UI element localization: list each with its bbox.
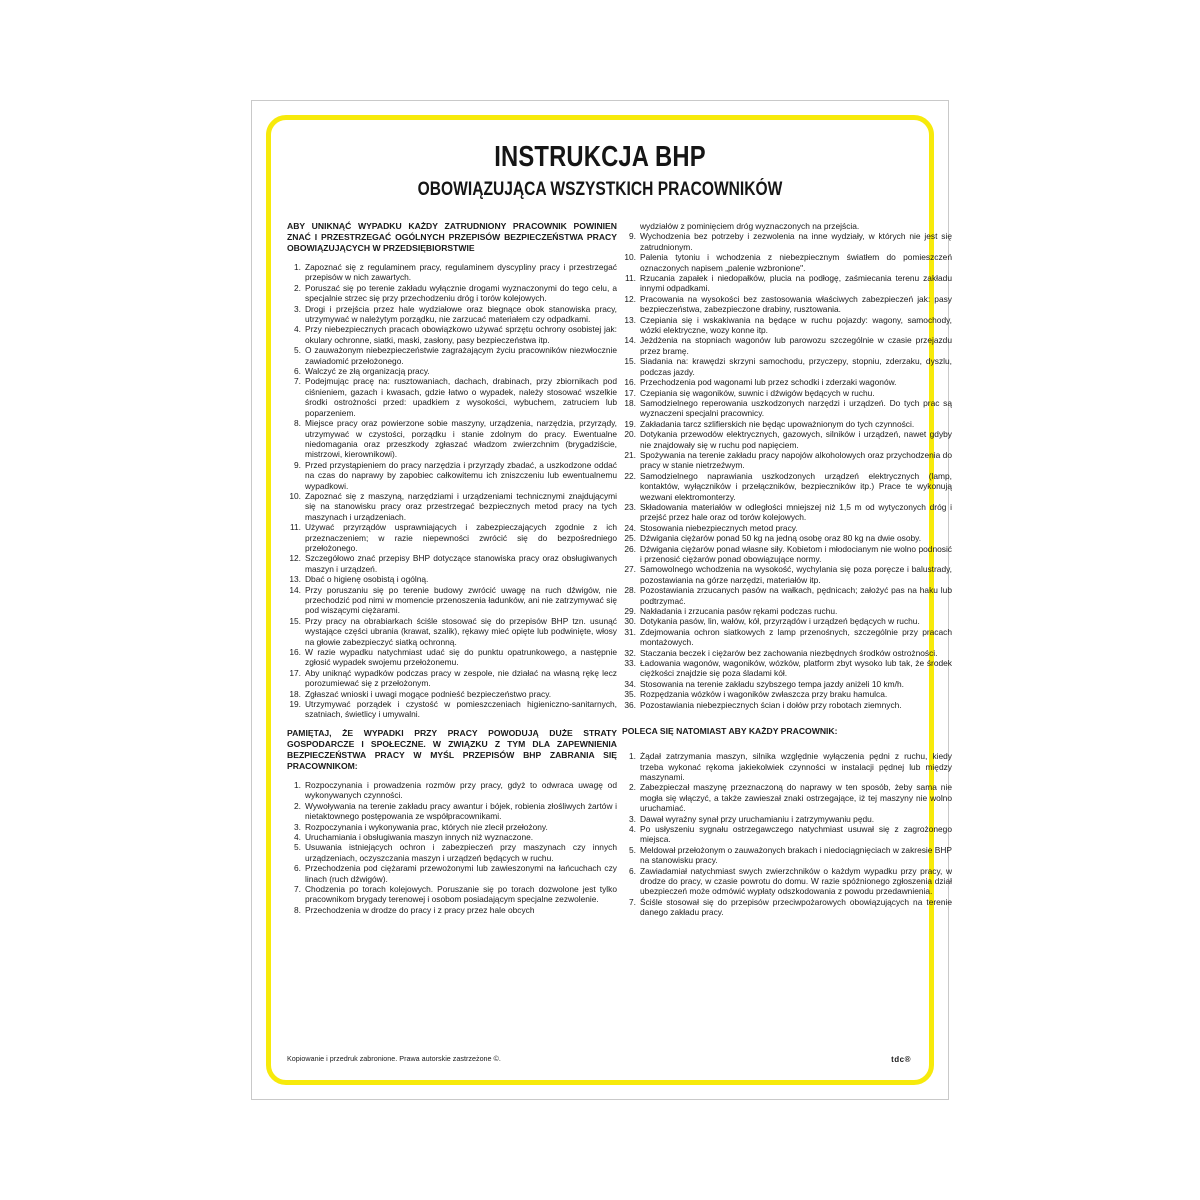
list-item [287, 345, 617, 366]
list-item [287, 491, 617, 522]
item-text: Poruszać się po terenie zakładu wyłącznie drogami wyznaczonymi do tego celu, a specjalnie strzec się przy przechodzeniu dróg i torów kolejowych. [305, 282, 617, 304]
list-item [622, 606, 952, 616]
item-number: 15. [289, 615, 301, 626]
item-text: Przechodzenia pod ciężarami przewożonymi lub zawieszonymi na łańcuchach czy linach (ruch dźwigów). [305, 863, 617, 884]
item-text: Aby uniknąć wypadków podczas pracy w zespole, nie działać na własną rękę lecz porozumiewać się z przełożonym. [305, 667, 617, 689]
item-number: 2. [629, 782, 636, 793]
item-number: 7. [294, 376, 301, 387]
item-text: Pracowania na wysokości bez zastosowania właściwych zabezpieczeń jak: pasy bezpieczeństwa, zabezpieczone drabiny, rusztowania. [640, 293, 952, 315]
item-text: Nakładania i zrzucania pasów rękami podczas ruchu. [640, 606, 838, 617]
list-item [622, 377, 952, 387]
list-item [287, 460, 617, 491]
item-number: 22. [624, 470, 636, 481]
list-item [622, 658, 952, 679]
item-text: Samodzielnego naprawiania uszkodzonych urządzeń elektrycznych (lamp, kontaktów, wyłączników i przełączników, bezpieczników itp.) Prace te wykonują wezwani elektromonterzy. [640, 470, 952, 502]
item-text: Składowania materiałów w odległości mniejszej niż 1,5 m od wytyczonych dróg i przejść przez hale oraz od torów kolejowych. [640, 501, 952, 523]
item-text: Wywoływania na terenie zakładu pracy awantur i bójek, robienia złośliwych żartów i nietaktownego postępowania ze współpracownikami. [305, 800, 617, 822]
item-number: 7. [294, 883, 301, 894]
item-text: Zgłaszać wnioski i uwagi mogące podnieść bezpieczeństwo pracy. [305, 688, 552, 699]
item-text: Zapoznać się z regulaminem pracy, regulaminem dyscypliny pracy i przestrzegać przepisów w nich zawartych. [305, 262, 617, 283]
item-number: 18. [624, 397, 636, 408]
item-text: Przechodzenia w drodze do pracy i z pracy przez hale obcych [305, 904, 535, 915]
item-number: 3. [294, 821, 301, 832]
item-text: Samowolnego wchodzenia na wysokość, wychylania się poza poręcze i balustrady, pozostawiania na górze narzędzi, materiałów itp. [640, 564, 952, 585]
item-text: Przy poruszaniu się po terenie budowy zwrócić uwagę na ruch dźwigów, nie przechodzić pod nimi w momencie przenoszenia ładunków, ani nie zatrzymywać się pod wiszącymi ciężarami. [305, 584, 617, 616]
item-number: 12. [289, 553, 301, 564]
item-text: Dźwigania ciężarów ponad 50 kg na jedną osobę oraz 80 kg na dwie osoby. [640, 533, 922, 544]
item-number: 4. [294, 831, 301, 842]
list-item [622, 502, 952, 523]
item-text: Zdejmowania ochron siatkowych z lamp przenośnych, szczególnie przy pracach montażowych. [640, 626, 952, 648]
list-item [287, 863, 617, 884]
item-number: 15. [624, 356, 636, 367]
item-text: Przed przystąpieniem do pracy narzędzia i przyrządy zbadać, a uszkodzone oddać na czas do naprawy by zapobiec całkowitemu ich zniszczeniu lub ewentualnemu wypadkowi. [305, 459, 617, 491]
item-text: Wychodzenia bez potrzeby i zezwolenia na inne wydziały, w których nie jest się zatrudnionym. [640, 231, 952, 252]
item-text: Dźwigania ciężarów ponad własne siły. Kobietom i młodocianym nie wolno podnosić i przenosić ciężarów ponad obowiązujące normy. [640, 543, 952, 564]
instruction-sheet [251, 100, 952, 1100]
list-item [622, 700, 952, 710]
list-item [287, 884, 617, 905]
item-number: 20. [624, 429, 636, 440]
item-text: Dawał wyraźny synał przy uruchamianiu i zatrzymywaniu pędu. [640, 813, 875, 824]
item-number: 3. [294, 303, 301, 314]
item-number: 16. [289, 647, 301, 658]
item-text: Dotykania pasów, lin, wałów, kół, przyrządów i urządzeń będących w ruchu. [640, 616, 920, 627]
list-item [287, 262, 617, 283]
list-item [287, 376, 617, 418]
list-item [622, 533, 952, 543]
document-subtitle: OBOWIĄZUJĄCA WSZYSTKICH PRACOWNIKÓW [417, 179, 783, 200]
list-item [287, 574, 617, 584]
list-item [622, 824, 952, 845]
item-number: 36. [624, 699, 636, 710]
list-item [287, 689, 617, 699]
copyright-note: Kopiowanie i przedruk zabronione. Prawa autorskie zastrzeżone ©. [287, 1054, 501, 1063]
list-item [287, 304, 617, 325]
list-item [287, 553, 617, 574]
item-text: Zakładania tarcz szlifierskich nie będąc upoważnionym do tych czynności. [640, 418, 915, 429]
list-item [622, 679, 952, 689]
item-text: Chodzenia po torach kolejowych. Poruszanie się po torach dozwolone jest tylko pracownikom brygady terenowej i osobom posiadającym specjalne zezwolenie. [305, 883, 617, 905]
item-number: 5. [629, 844, 636, 855]
item-text: Po usłyszeniu sygnału ostrzegawczego natychmiast usuwał się z zagrożonego miejsca. [640, 823, 952, 845]
item-number: 27. [624, 564, 636, 575]
item-number: 8. [294, 904, 301, 915]
item-text: Usuwania istniejących ochron i zabezpieczeń przy maszynach czy innych urządzeniach, oczyszczania maszyn i urządzeń będących w ruchu. [305, 842, 617, 863]
right-column [622, 221, 952, 1071]
item-number: 23. [624, 501, 636, 512]
item-number: 4. [629, 823, 636, 834]
item-number: 1. [629, 751, 636, 762]
item-text: Przechodzenia pod wagonami lub przez schodki i zderzaki wagonów. [640, 377, 897, 388]
item-number: 1. [294, 262, 301, 272]
list-item [622, 782, 952, 813]
item-number: 13. [289, 574, 301, 585]
list-item [287, 801, 617, 822]
item-number: 8. [294, 418, 301, 429]
item-number: 28. [624, 585, 636, 596]
item-number: 24. [624, 522, 636, 533]
list-item [287, 842, 617, 863]
list-item [287, 324, 617, 345]
list-item [622, 231, 952, 252]
item-text: O zauważonym niebezpieczeństwie zagrażającym życiu pracowników niezwłocznie zawiadomić przełożonego. [305, 345, 617, 366]
section3-list [622, 751, 952, 918]
item-number: 25. [624, 533, 636, 544]
item-text: Zabezpieczał maszynę przeznaczoną do naprawy w ten sposób, żeby sama nie mogła się włączyć, a także zawieszał znaki ostrzegające, iż tej maszyny nie wolno uruchamiać. [640, 782, 952, 814]
item-number: 5. [294, 345, 301, 356]
item-number: 1. [294, 779, 301, 790]
list-item [622, 356, 952, 377]
item-text: Samodzielnego reperowania uszkodzonych narzędzi i urządzeń. Do tych prac są wyznaczeni specjalni pracownicy. [640, 397, 952, 419]
section2-continuation: wydziałów z pominięciem dróg wyznaczonych na przejścia. [640, 221, 860, 231]
list-item [622, 648, 952, 658]
item-number: 31. [624, 626, 636, 637]
list-item [287, 832, 617, 842]
item-text: Staczania beczek i ciężarów bez zachowania niezbędnych środków ostrożności. [640, 647, 938, 658]
item-number: 11. [289, 522, 301, 533]
list-item [287, 418, 617, 460]
list-item [622, 398, 952, 419]
item-number: 34. [624, 678, 636, 689]
list-item [622, 471, 952, 502]
item-number: 7. [629, 896, 636, 907]
item-number: 9. [629, 231, 636, 242]
list-item [622, 564, 952, 585]
section2-list-left [287, 780, 617, 915]
list-item [622, 544, 952, 565]
list-item [622, 845, 952, 866]
list-item [287, 647, 617, 668]
item-number: 6. [629, 865, 636, 876]
item-number: 19. [289, 699, 301, 710]
item-text: Rozpoczynania i prowadzenia rozmów przy pracy, gdyż to odwraca uwagę od wykonywanych czynności. [305, 779, 617, 801]
item-number: 35. [624, 689, 636, 700]
item-text: Podejmując pracę na: rusztowaniach, dachach, drabinach, przy zbiornikach pod ciśnieniem, gazach i kwasach, gdzie łatwo o wypadek, należy stosować wszelkie środki ostrożności przed: upadkiem z wysokości, wybuchem, zatruciem lub poparzeniem. [305, 376, 617, 418]
list-item [622, 616, 952, 626]
item-number: 30. [624, 616, 636, 627]
item-text: Miejsce pracy oraz powierzone sobie maszyny, urządzenia, narzędzia, przyrządy, utrzymywać w czystości, porządku i stanie zdolnym do pracy. Ewentualne niedomagania oraz przeszkody zgłaszać władzom zwierzchnim (brygadziście, mistrzowi, kierownikowi). [305, 418, 617, 460]
item-text: Przy pracy na obrabiarkach ściśle stosować się do przepisów BHP tzn. usunąć wystające części ubrania (krawat, szalik), rękawy mieć opięte lub podwinięte, włosy na głowie zabezpieczyć siatką ochronną. [305, 615, 617, 647]
list-item [287, 366, 617, 376]
list-item [287, 780, 617, 801]
item-text: Walczyć ze złą organizacją pracy. [305, 366, 430, 377]
item-number: 33. [624, 658, 636, 669]
list-item [622, 627, 952, 648]
left-column [287, 221, 617, 1071]
item-number: 6. [294, 366, 301, 377]
item-number: 16. [624, 377, 636, 388]
item-text: Spożywania na terenie zakładu pracy napojów alkoholowych oraz przychodzenia do pracy w stanie nietrzeźwym. [640, 449, 952, 471]
item-number: 14. [289, 584, 301, 595]
item-number: 10. [289, 490, 301, 501]
list-item [622, 866, 952, 897]
item-text: Czepiania się i wskakiwania na będące w ruchu pojazdy: wagony, samochody, wózki elektryczne, wozy konne itp. [640, 314, 952, 336]
item-number: 3. [629, 813, 636, 824]
section2-heading: PAMIĘTAJ, ŻE WYPADKI PRZY PRACY POWODUJĄ DUŻE STRATY GOSPODARCZE I SPOŁECZNE. W ZWIĄZKU Z TYM DLA ZAPEWNIENIA BEZPIECZEŃSTWA PRACY W MYŚL PRZEPISÓW BHP ZABRANIA SIĘ PRACOWNIKOM: [287, 727, 617, 771]
item-text: Utrzymywać porządek i czystość w pomieszczeniach higieniczno-sanitarnych, szatniach, świetlicy i umywalni. [305, 699, 617, 720]
item-text: Szczegółowo znać przepisy BHP dotyczące stanowiska pracy oraz obsługiwanych maszyn i urządzeń. [305, 553, 617, 574]
item-text: Zawiadamiał natychmiast swych zwierzchników o każdym wypadku przy pracy, w drodze do pracy, w czasie powrotu do domu. W razie spóźnionego zgłoszenia dział ubezpieczeń może odmówić wypłaty odszkodowania z powodu przedawnienia. [640, 865, 952, 897]
item-number: 2. [294, 282, 301, 293]
list-item [622, 450, 952, 471]
list-item [287, 822, 617, 832]
item-number: 14. [624, 335, 636, 346]
item-number: 32. [624, 647, 636, 658]
list-item [622, 897, 952, 918]
item-number: 26. [624, 543, 636, 554]
item-number: 10. [624, 252, 636, 263]
list-item [622, 689, 952, 699]
item-number: 2. [294, 800, 301, 811]
item-text: Palenia tytoniu i wchodzenia z niebezpiecznym światłem do pomieszczeń oznaczonych napisem „palenie wzbronione". [640, 252, 952, 273]
section2-list-right [622, 231, 952, 710]
item-number: 13. [624, 314, 636, 325]
item-text: Ładowania wagonów, wagoników, wózków, platform zbyt wysoko lub tak, że środek ciężkości znajdzie się poza śladami kół. [640, 658, 952, 679]
item-text: Rzucania zapałek i niedopałków, plucia na podłogę, zaśmiecania terenu zakładu innymi odpadkami. [640, 273, 952, 294]
item-text: Pozostawiania niebezpiecznych ścian i dołów przy robotach ziemnych. [640, 699, 902, 710]
item-text: W razie wypadku natychmiast udać się do punktu opatrunkowego, a następnie zgłosić wypadek swojemu przełożonemu. [305, 647, 617, 668]
item-text: Dbać o higienę osobistą i ogólną. [305, 574, 429, 585]
document-title: INSTRUKCJA BHP [494, 141, 706, 173]
brand-logo: tdc® [891, 1055, 911, 1064]
list-item [622, 388, 952, 398]
item-text: Stosowania niebezpiecznych metod pracy. [640, 522, 798, 533]
item-text: Stosowania na terenie zakładu szybszego tempa jazdy aniżeli 10 km/h. [640, 678, 904, 689]
list-item [287, 283, 617, 304]
list-item [622, 585, 952, 606]
section3-heading: POLECA SIĘ NATOMIAST ABY KAŻDY PRACOWNIK: [622, 726, 838, 737]
list-item [622, 315, 952, 336]
item-text: Meldował przełożonym o zauważonych brakach i niedociągnięciach w zakresie BHP na stanowisku pracy. [640, 844, 952, 866]
item-number: 9. [294, 459, 301, 470]
item-text: Dotykania przewodów elektrycznych, gazowych, silników i urządzeń, nawet gdyby nie znajdowały się w ruchu pod napięciem. [640, 429, 952, 450]
item-number: 11. [624, 273, 636, 284]
item-number: 21. [624, 449, 636, 460]
list-item [622, 273, 952, 294]
list-item [287, 616, 617, 647]
item-text: Ściśle stosował się do przepisów przeciwpożarowych obowiązujących na terenie danego zakładu pracy. [640, 896, 952, 918]
section1-list [287, 262, 617, 720]
item-text: Używać przyrządów usprawniających i zabezpieczających zgodnie z ich przeznaczeniem; w razie niepewności zwrócić się do bezpośredniego przełożonego. [305, 522, 617, 553]
list-item [622, 294, 952, 315]
item-text: Siadania na: krawędzi skrzyni samochodu, przyczepy, stopniu, zderzaku, dyszlu, podczas jazdy. [640, 356, 952, 377]
section1-heading: ABY UNIKNĄĆ WYPADKU KAŻDY ZATRUDNIONY PRACOWNIK POWINIEN ZNAĆ I PRZESTRZEGAĆ OGÓLNYCH PRZEPISÓW BEZPIECZEŃSTWA PRACY OBOWIĄZUJĄCYCH W PRZEDSIĘBIORSTWIE [287, 221, 617, 253]
list-item [287, 585, 617, 616]
list-item [622, 429, 952, 450]
item-text: Przy niebezpiecznych pracach obowiązkowo używać sprzętu ochrony osobistej jak: okulary ochronne, siatki, maski, zasłony, pasy bezpieczeństwa itp. [305, 324, 617, 345]
item-text: Drogi i przejścia przez hale wydziałowe oraz biegnące obok stanowiska pracy, utrzymywać w należytym porządku, nie zarzucać materiałem czy odpadkami. [305, 303, 617, 325]
item-number: 12. [624, 293, 636, 304]
item-number: 29. [624, 606, 636, 617]
list-item [287, 668, 617, 689]
item-text: Rozpoczynania i wykonywania prac, których nie zlecił przełożony. [305, 821, 548, 832]
item-text: Żądał zatrzymania maszyn, silnika względnie wyłączenia pędni z ruchu, kiedy trzeba wykonać rękoma jakiekolwiek czynności w instalacji pędnej lub między maszynami. [640, 751, 952, 782]
item-number: 17. [289, 667, 301, 678]
item-number: 5. [294, 842, 301, 853]
list-item [287, 905, 617, 915]
item-number: 6. [294, 863, 301, 874]
item-number: 19. [624, 418, 636, 429]
item-number: 18. [289, 688, 301, 699]
list-item [622, 419, 952, 429]
list-item [622, 523, 952, 533]
list-item [622, 335, 952, 356]
item-text: Zapoznać się z maszyną, narzędziami i urządzeniami technicznymi znajdującymi się na stanowisku pracy oraz przestrzegać bezpiecznych metod pracy na tych maszynach i urządzeniach. [305, 490, 617, 522]
list-item [622, 751, 952, 782]
item-text: Jeżdżenia na stopniach wagonów lub parowozu szczególnie w czasie przejazdu przez bramę. [640, 335, 952, 356]
list-item [622, 252, 952, 273]
list-item [287, 522, 617, 553]
item-text: Pozostawiania zrzucanych pasów na wałkach, pędnicach; założyć pas na haku lub podtrzymać. [640, 585, 952, 606]
item-number: 4. [294, 324, 301, 335]
list-item [287, 699, 617, 720]
item-number: 17. [624, 387, 636, 398]
list-item [622, 814, 952, 824]
item-text: Uruchamiania i obsługiwania maszyn innych niż wyznaczone. [305, 831, 534, 842]
item-text: Czepiania się wagoników, suwnic i dźwigów będących w ruchu. [640, 387, 875, 398]
item-text: Rozpędzania wózków i wagoników zwłaszcza przy braku hamulca. [640, 689, 888, 700]
